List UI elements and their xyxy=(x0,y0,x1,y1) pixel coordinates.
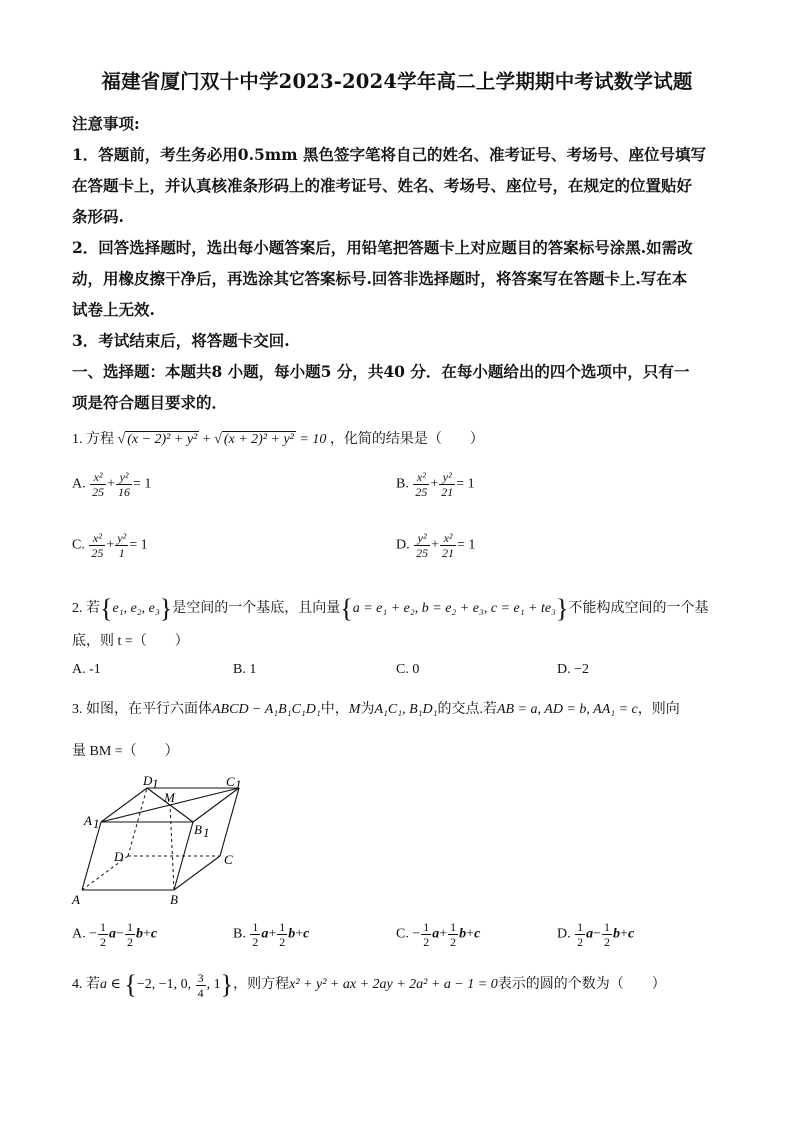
notice-line: 试卷上无效. xyxy=(72,300,155,319)
question-4: 4. 若a ∈ {−2, −1, 0, $\frac{3}{4}$ , 1}，则方程x² + y² + ax + 2ay + 2a² + a − 1 = 0表示的圆的个数为（ ） xyxy=(72,970,666,1000)
notice-line: 在答题卡上，并认真核准条形码上的准考证号、姓名、考场号、座位号，在规定的位置贴好 xyxy=(72,176,693,195)
notice-line: 条形码. xyxy=(72,207,124,226)
edge-D1-A1 xyxy=(101,788,147,822)
q4-equation: x² + y² + ax + 2ay + 2a² + a − 1 = 0 xyxy=(289,977,498,993)
section-heading-cont: 项是符合题目要求的． xyxy=(72,393,228,412)
notice-line: 3．考试结束后，将答题卡交回. xyxy=(72,331,290,350)
q3-option-c: C. − $\frac{1}{2}$ a+ $\frac{1}{2}$ b+c xyxy=(396,920,481,949)
edge-C-C1 xyxy=(220,788,239,856)
notice-heading: 注意事项: xyxy=(72,114,140,133)
q1-sqrt-1: (x − 2)² + y² xyxy=(127,432,198,447)
edge-A-A1 xyxy=(82,822,101,890)
q2-vectors: a = e₁ + e₂, b = e₂ + e₃, c = e₁ + te₃ xyxy=(352,601,556,617)
edge-B-C xyxy=(174,856,220,890)
q1-suffix: ，化简的结果是（ ） xyxy=(329,432,484,447)
label-A: A xyxy=(72,892,80,907)
label-D1: D xyxy=(143,773,153,788)
parallelepiped-figure xyxy=(70,772,270,907)
question-1: 1. 方程 √ (x − 2)² + y² + √ (x + 2)² + y² = 10 ，化简的结果是（ ） xyxy=(72,432,484,447)
label-A1: A xyxy=(84,813,92,828)
q1-sqrt-2: (x + 2)² + y² xyxy=(223,432,294,447)
q3-given: AB = a, AD = b, AA₁ = c xyxy=(496,702,638,717)
section-heading: 一、选择题：本题共8 小题，每小题5 分，共40 分．在每小题给出的四个选项中，只有一 xyxy=(72,362,690,381)
notice-line: 1．答题前，考生务必用0.5mm 黑色签字笔将自己的姓名、准考证号、考场号、座位号填写 xyxy=(72,145,706,164)
question-2: 2. 若{e₁, e₂, e₃}是空间的一个基底，且向量{a = e₁ + e₂, b = e₂ + e₃, c = e₁ + te₃}不能构成空间的一个基 xyxy=(72,594,709,623)
notice-line: 动，用橡皮擦干净后，再选涂其它答案标号.回答非选择题时，将答案写在答题卡上.写在本 xyxy=(72,269,688,288)
q3-option-b: B. $\frac{1}{2}$ a+ $\frac{1}{2}$ b+c xyxy=(233,920,310,949)
q3-option-a: A. − $\frac{1}{2}$ a− $\frac{1}{2}$ b+c xyxy=(72,920,158,949)
question-3-line-2: 量 BM =（ ） xyxy=(72,744,179,759)
q3-solid: ABCD − A₁B₁C₁D₁ xyxy=(212,702,321,717)
q1-option-b: B. $\frac{\text{x²}}{25}$ + $\frac{\text{y²}}{21}$ = 1 xyxy=(396,470,475,499)
q3-option-d: D. $\frac{1}{2}$ a− $\frac{1}{2}$ b+c xyxy=(557,920,635,949)
label-B1: B xyxy=(194,822,202,837)
segment-B-M xyxy=(170,805,174,890)
q2-option-d: D. −2 xyxy=(557,662,590,677)
label-B1-sub: 1 xyxy=(203,825,210,840)
label-D: D xyxy=(114,849,124,864)
label-C: C xyxy=(224,852,233,867)
question-3: 3. 如图，在平行六面体ABCD − A₁B₁C₁D₁中，M为A₁C₁, B₁D₁的交点.若AB = a, AD = b, AA₁ = c，则向 xyxy=(72,702,680,717)
q1-option-c: C. $\frac{\text{x²}}{25}$ + $\frac{\text{y²}}{1}$ = 1 xyxy=(72,531,148,560)
edge-B1-C1 xyxy=(193,788,239,822)
q1-plus: + xyxy=(202,432,215,447)
q1-eq: = 10 xyxy=(299,432,327,447)
q1-prefix: 1. 方程 xyxy=(72,432,114,447)
q1-option-d: D. $\frac{\text{y²}}{25}$ + $\frac{\text{x²}}{21}$ = 1 xyxy=(396,531,476,560)
label-C1-sub: 1 xyxy=(235,777,242,792)
q2-option-b: B. 1 xyxy=(233,662,257,677)
label-D1-sub: 1 xyxy=(152,776,159,791)
notice-line: 2．回答选择题时，选出每小题答案后，用铅笔把答题卡上对应题目的答案标号涂黑.如需改 xyxy=(72,238,693,257)
page-title: 福建省厦门双十中学2023-2024学年高二上学期期中考试数学试题 xyxy=(101,70,693,93)
q2-basis: e₁, e₂, e₃ xyxy=(112,601,160,617)
q2-option-a: A. -1 xyxy=(72,662,101,677)
q1-option-a: A. $\frac{\text{x²}}{25}$ + $\frac{\text{y²}}{16}$ = 1 xyxy=(72,470,152,499)
question-2-line-2: 底，则 t =（ ） xyxy=(72,634,189,649)
label-M: M xyxy=(164,790,175,805)
q2-option-c: C. 0 xyxy=(396,662,420,677)
label-B: B xyxy=(170,892,178,907)
label-C1: C xyxy=(226,774,235,789)
label-A1-sub: 1 xyxy=(93,816,100,831)
